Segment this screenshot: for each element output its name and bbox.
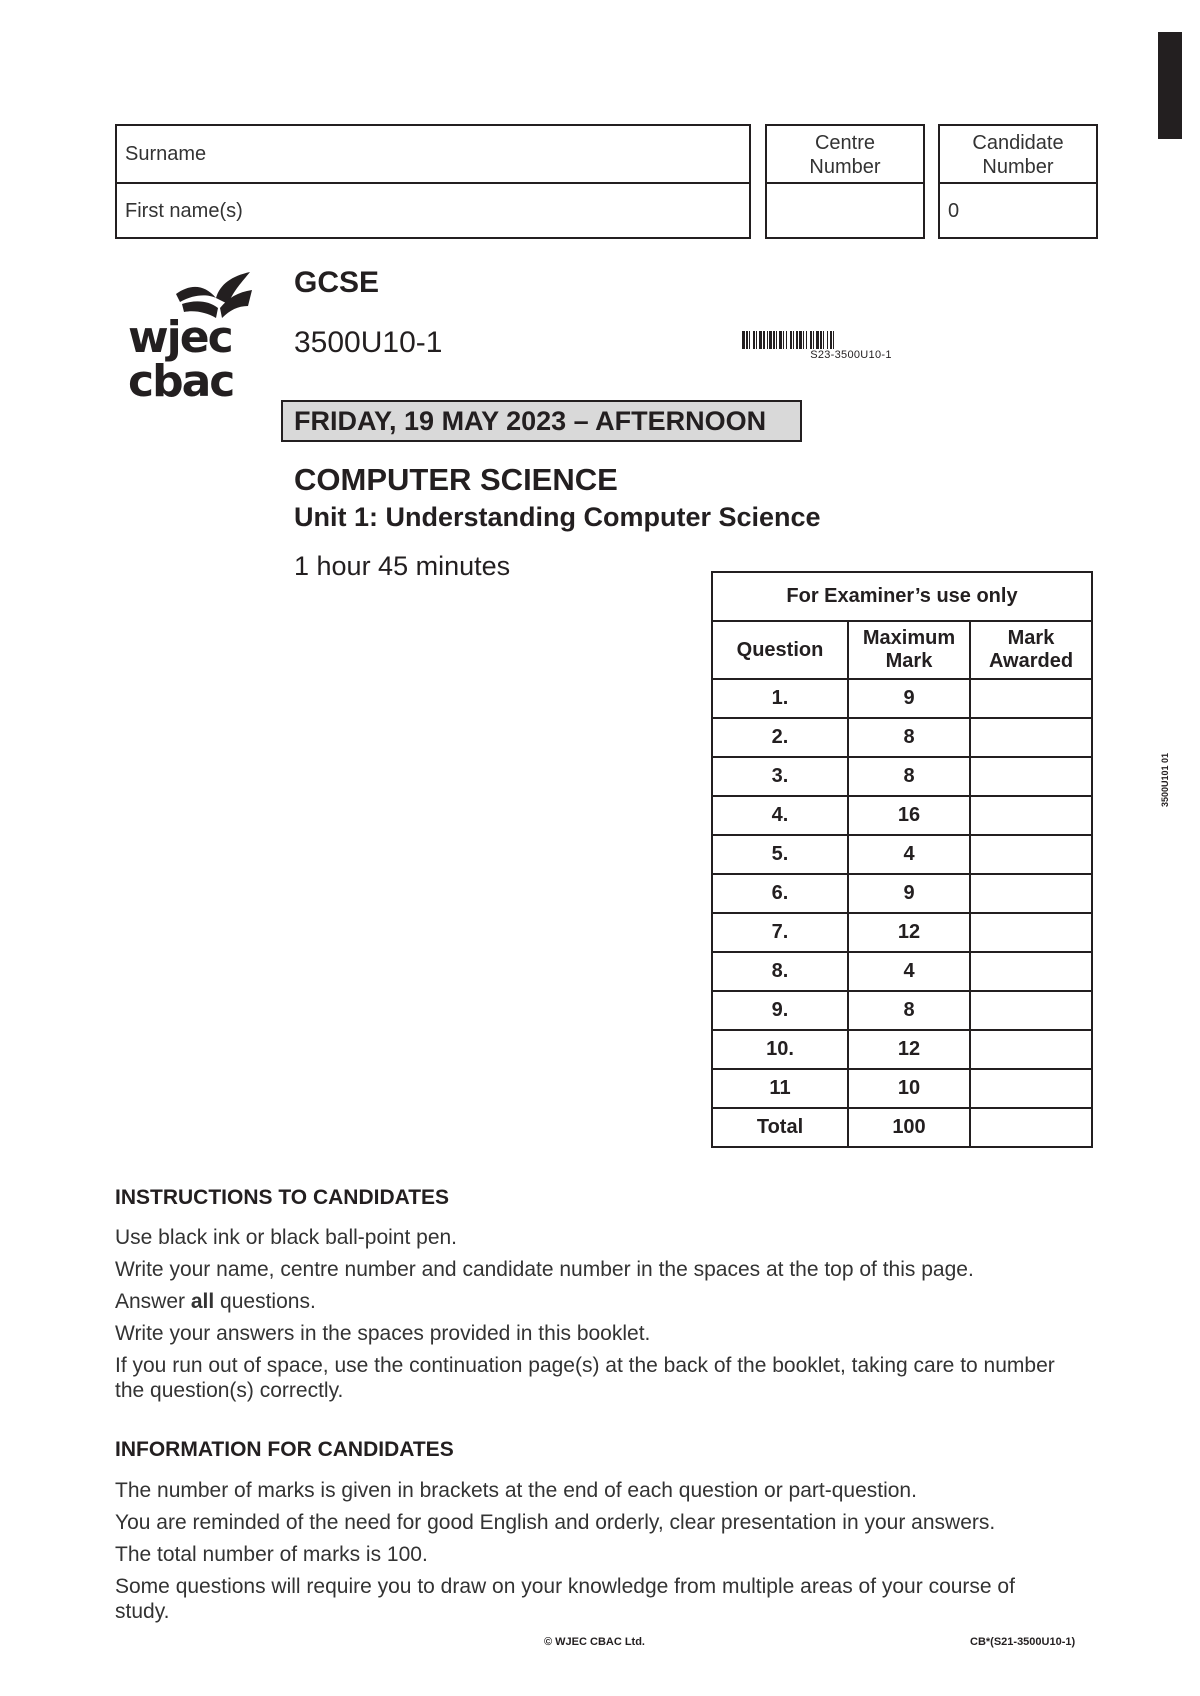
centre-label-line2: Number [809,156,881,178]
question-number: 8. [712,952,848,991]
column-mark-awarded [970,621,1092,679]
information-line-2: You are reminded of the need for good English and orderly, clear presentation in your answers. [115,1511,996,1534]
exam-duration: 1 hour 45 minutes [294,551,511,581]
column-maximum-mark [848,621,970,679]
total-max-mark: 100 [848,1108,970,1147]
instruction-line-2: Write your name, centre number and candidate number in the spaces at the top of this page. [115,1258,974,1281]
table-row [712,991,1092,1030]
instruction-line-3-post: questions. [214,1290,316,1313]
column-mark-awarded-line2: Awarded [988,650,1074,672]
subject-title: COMPUTER SCIENCE [294,462,618,497]
barcode-text: S23-3500U10-1 [810,349,892,361]
total-label: Total [712,1108,848,1147]
mark-awarded-cell[interactable] [970,952,1092,991]
question-number: 7. [712,913,848,952]
exam-date-banner: FRIDAY, 19 MAY 2023 – AFTERNOON [281,400,802,442]
footer-code: CB*(S21-3500U10-1) [970,1636,1076,1648]
page-edge-marker [1158,32,1182,139]
mark-awarded-cell[interactable] [970,796,1092,835]
information-line-1: The number of marks is given in brackets at the end of each question or part-question. [115,1479,917,1502]
question-number: 6. [712,874,848,913]
maximum-mark: 8 [848,991,970,1030]
instruction-line-3 [115,1289,1075,1314]
question-number: 10. [712,1030,848,1069]
table-row [712,835,1092,874]
maximum-mark: 10 [848,1069,970,1108]
question-number: 1. [712,679,848,718]
footer-copyright: © WJEC CBAC Ltd. [544,1636,645,1648]
mark-awarded-cell[interactable] [970,913,1092,952]
mark-awarded-cell[interactable] [970,679,1092,718]
table-row [712,913,1092,952]
instruction-line-1: Use black ink or black ball-point pen. [115,1226,458,1249]
total-mark-awarded-cell[interactable] [970,1108,1092,1147]
mark-awarded-cell[interactable] [970,835,1092,874]
table-row [712,1069,1092,1108]
centre-number-field[interactable] [765,182,925,239]
unit-title: Unit 1: Understanding Computer Science [294,502,821,532]
instruction-line-4: Write your answers in the spaces provided in this booklet. [115,1322,651,1345]
maximum-mark: 8 [848,718,970,757]
maximum-mark: 9 [848,874,970,913]
maximum-mark: 12 [848,1030,970,1069]
candidate-number-header [938,124,1098,184]
table-row [712,796,1092,835]
instruction-line-3-bold: all [190,1290,215,1313]
maximum-mark: 16 [848,796,970,835]
question-number: 9. [712,991,848,1030]
question-number: 11 [712,1069,848,1108]
column-maximum-mark-line2: Mark [885,650,933,672]
question-number: 3. [712,757,848,796]
table-row [712,874,1092,913]
qualification-level: GCSE [294,266,380,299]
surname-field[interactable] [115,124,751,184]
question-number: 2. [712,718,848,757]
barcode-bar [834,331,837,349]
maximum-mark: 8 [848,757,970,796]
maximum-mark: 4 [848,952,970,991]
barcode [742,331,960,349]
logo-line-1: wjec [128,312,232,363]
question-number: 4. [712,796,848,835]
column-maximum-mark-line1: Maximum [862,627,956,649]
side-reference-code: 3500U101 01 [1160,752,1170,807]
examiner-marks-table [711,571,1093,1148]
instruction-line-3-pre: Answer [115,1290,191,1313]
mark-awarded-cell[interactable] [970,718,1092,757]
table-row [712,718,1092,757]
first-names-field[interactable] [115,182,751,239]
candidate-label-line1: Candidate [972,132,1064,154]
maximum-mark: 4 [848,835,970,874]
candidate-number-prefill: 0 [948,200,960,222]
wjec-cbac-logo [128,272,258,407]
maximum-mark: 12 [848,913,970,952]
question-number: 5. [712,835,848,874]
candidate-label-line2: Number [982,156,1054,178]
information-line-4: Some questions will require you to draw on your knowledge from multiple areas of your course of study. [115,1575,1015,1623]
instructions-heading: INSTRUCTIONS TO CANDIDATES [115,1186,450,1209]
mark-awarded-cell[interactable] [970,874,1092,913]
surname-label: Surname [125,143,207,165]
table-row [712,757,1092,796]
centre-label-line1: Centre [814,132,876,154]
table-row [712,679,1092,718]
logo-line-2: cbac [128,356,234,407]
mark-awarded-cell[interactable] [970,1069,1092,1108]
candidate-number-field[interactable] [938,182,1098,239]
paper-code: 3500U10-1 [294,326,443,359]
information-line-3: The total number of marks is 100. [115,1543,428,1566]
column-question: Question [712,621,848,679]
maximum-mark: 9 [848,679,970,718]
table-row [712,952,1092,991]
examiner-table-title: For Examiner’s use only [712,572,1092,621]
mark-awarded-cell[interactable] [970,991,1092,1030]
table-row [712,1030,1092,1069]
column-mark-awarded-line1: Mark [1007,627,1055,649]
first-names-label: First name(s) [125,200,243,222]
instruction-line-5: If you run out of space, use the continuation page(s) at the back of the booklet, taking care to number the question(s) correctly. [115,1354,1055,1402]
mark-awarded-cell[interactable] [970,757,1092,796]
mark-awarded-cell[interactable] [970,1030,1092,1069]
centre-number-header [765,124,925,184]
information-heading: INFORMATION FOR CANDIDATES [115,1438,454,1461]
